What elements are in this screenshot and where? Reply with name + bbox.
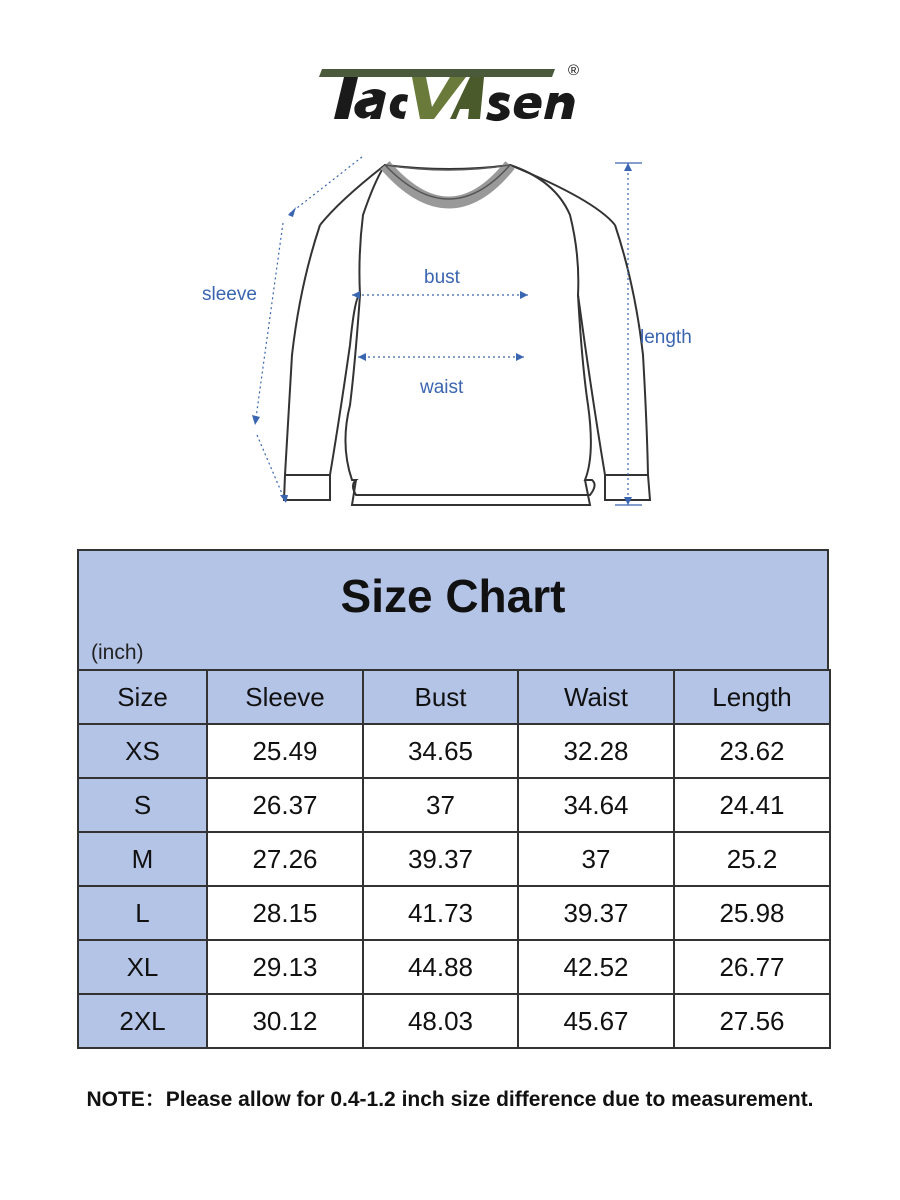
table-cell: 27.26 — [207, 832, 363, 886]
table-cell: 32.28 — [518, 724, 674, 778]
size-table — [77, 669, 831, 1049]
table-cell: 37 — [363, 778, 518, 832]
size-chart-title: Size Chart — [340, 570, 566, 622]
column-header: Waist — [518, 670, 674, 724]
size-cell: XS — [78, 724, 207, 778]
table-cell: 24.41 — [674, 778, 830, 832]
table-cell: 25.49 — [207, 724, 363, 778]
table-cell: 25.2 — [674, 832, 830, 886]
sleeve-label: sleeve — [202, 284, 257, 305]
table-header-row — [78, 670, 830, 724]
table-row — [78, 832, 830, 886]
column-header: Size — [78, 670, 207, 724]
table-cell: 34.65 — [363, 724, 518, 778]
table-row — [78, 940, 830, 994]
table-cell: 25.98 — [674, 886, 830, 940]
table-cell: 29.13 — [207, 940, 363, 994]
size-cell: XL — [78, 940, 207, 994]
column-header: Length — [674, 670, 830, 724]
waist-label: waist — [420, 377, 464, 398]
table-cell: 39.37 — [363, 832, 518, 886]
size-cell: 2XL — [78, 994, 207, 1048]
table-cell: 37 — [518, 832, 674, 886]
table-cell: 28.15 — [207, 886, 363, 940]
table-cell: 27.56 — [674, 994, 830, 1048]
table-cell: 41.73 — [363, 886, 518, 940]
brand-logo — [300, 55, 600, 135]
column-header: Sleeve — [207, 670, 363, 724]
table-cell: 34.64 — [518, 778, 674, 832]
tacvasen-logo-icon — [300, 55, 600, 135]
table-row — [78, 778, 830, 832]
measurement-note: NOTE：Please allow for 0.4-1.2 inch size difference due to measurement. — [86, 1088, 814, 1111]
table-cell: 42.52 — [518, 940, 674, 994]
table-row — [78, 886, 830, 940]
size-chart-header — [77, 549, 829, 669]
table-cell: 23.62 — [674, 724, 830, 778]
table-row — [78, 994, 830, 1048]
unit-label: (inch) — [91, 641, 144, 664]
table-cell: 39.37 — [518, 886, 674, 940]
table-cell: 26.77 — [674, 940, 830, 994]
table-cell: 26.37 — [207, 778, 363, 832]
table-cell: 45.67 — [518, 994, 674, 1048]
bust-label: bust — [424, 267, 460, 288]
size-cell: L — [78, 886, 207, 940]
length-label: length — [640, 327, 692, 348]
table-cell: 30.12 — [207, 994, 363, 1048]
column-header: Bust — [363, 670, 518, 724]
size-cell: S — [78, 778, 207, 832]
size-cell: M — [78, 832, 207, 886]
svg-text:®: ® — [568, 62, 580, 79]
table-row — [78, 724, 830, 778]
sweater-measurement-diagram — [180, 145, 720, 520]
size-chart — [77, 549, 829, 1049]
table-cell: 44.88 — [363, 940, 518, 994]
table-cell: 48.03 — [363, 994, 518, 1048]
